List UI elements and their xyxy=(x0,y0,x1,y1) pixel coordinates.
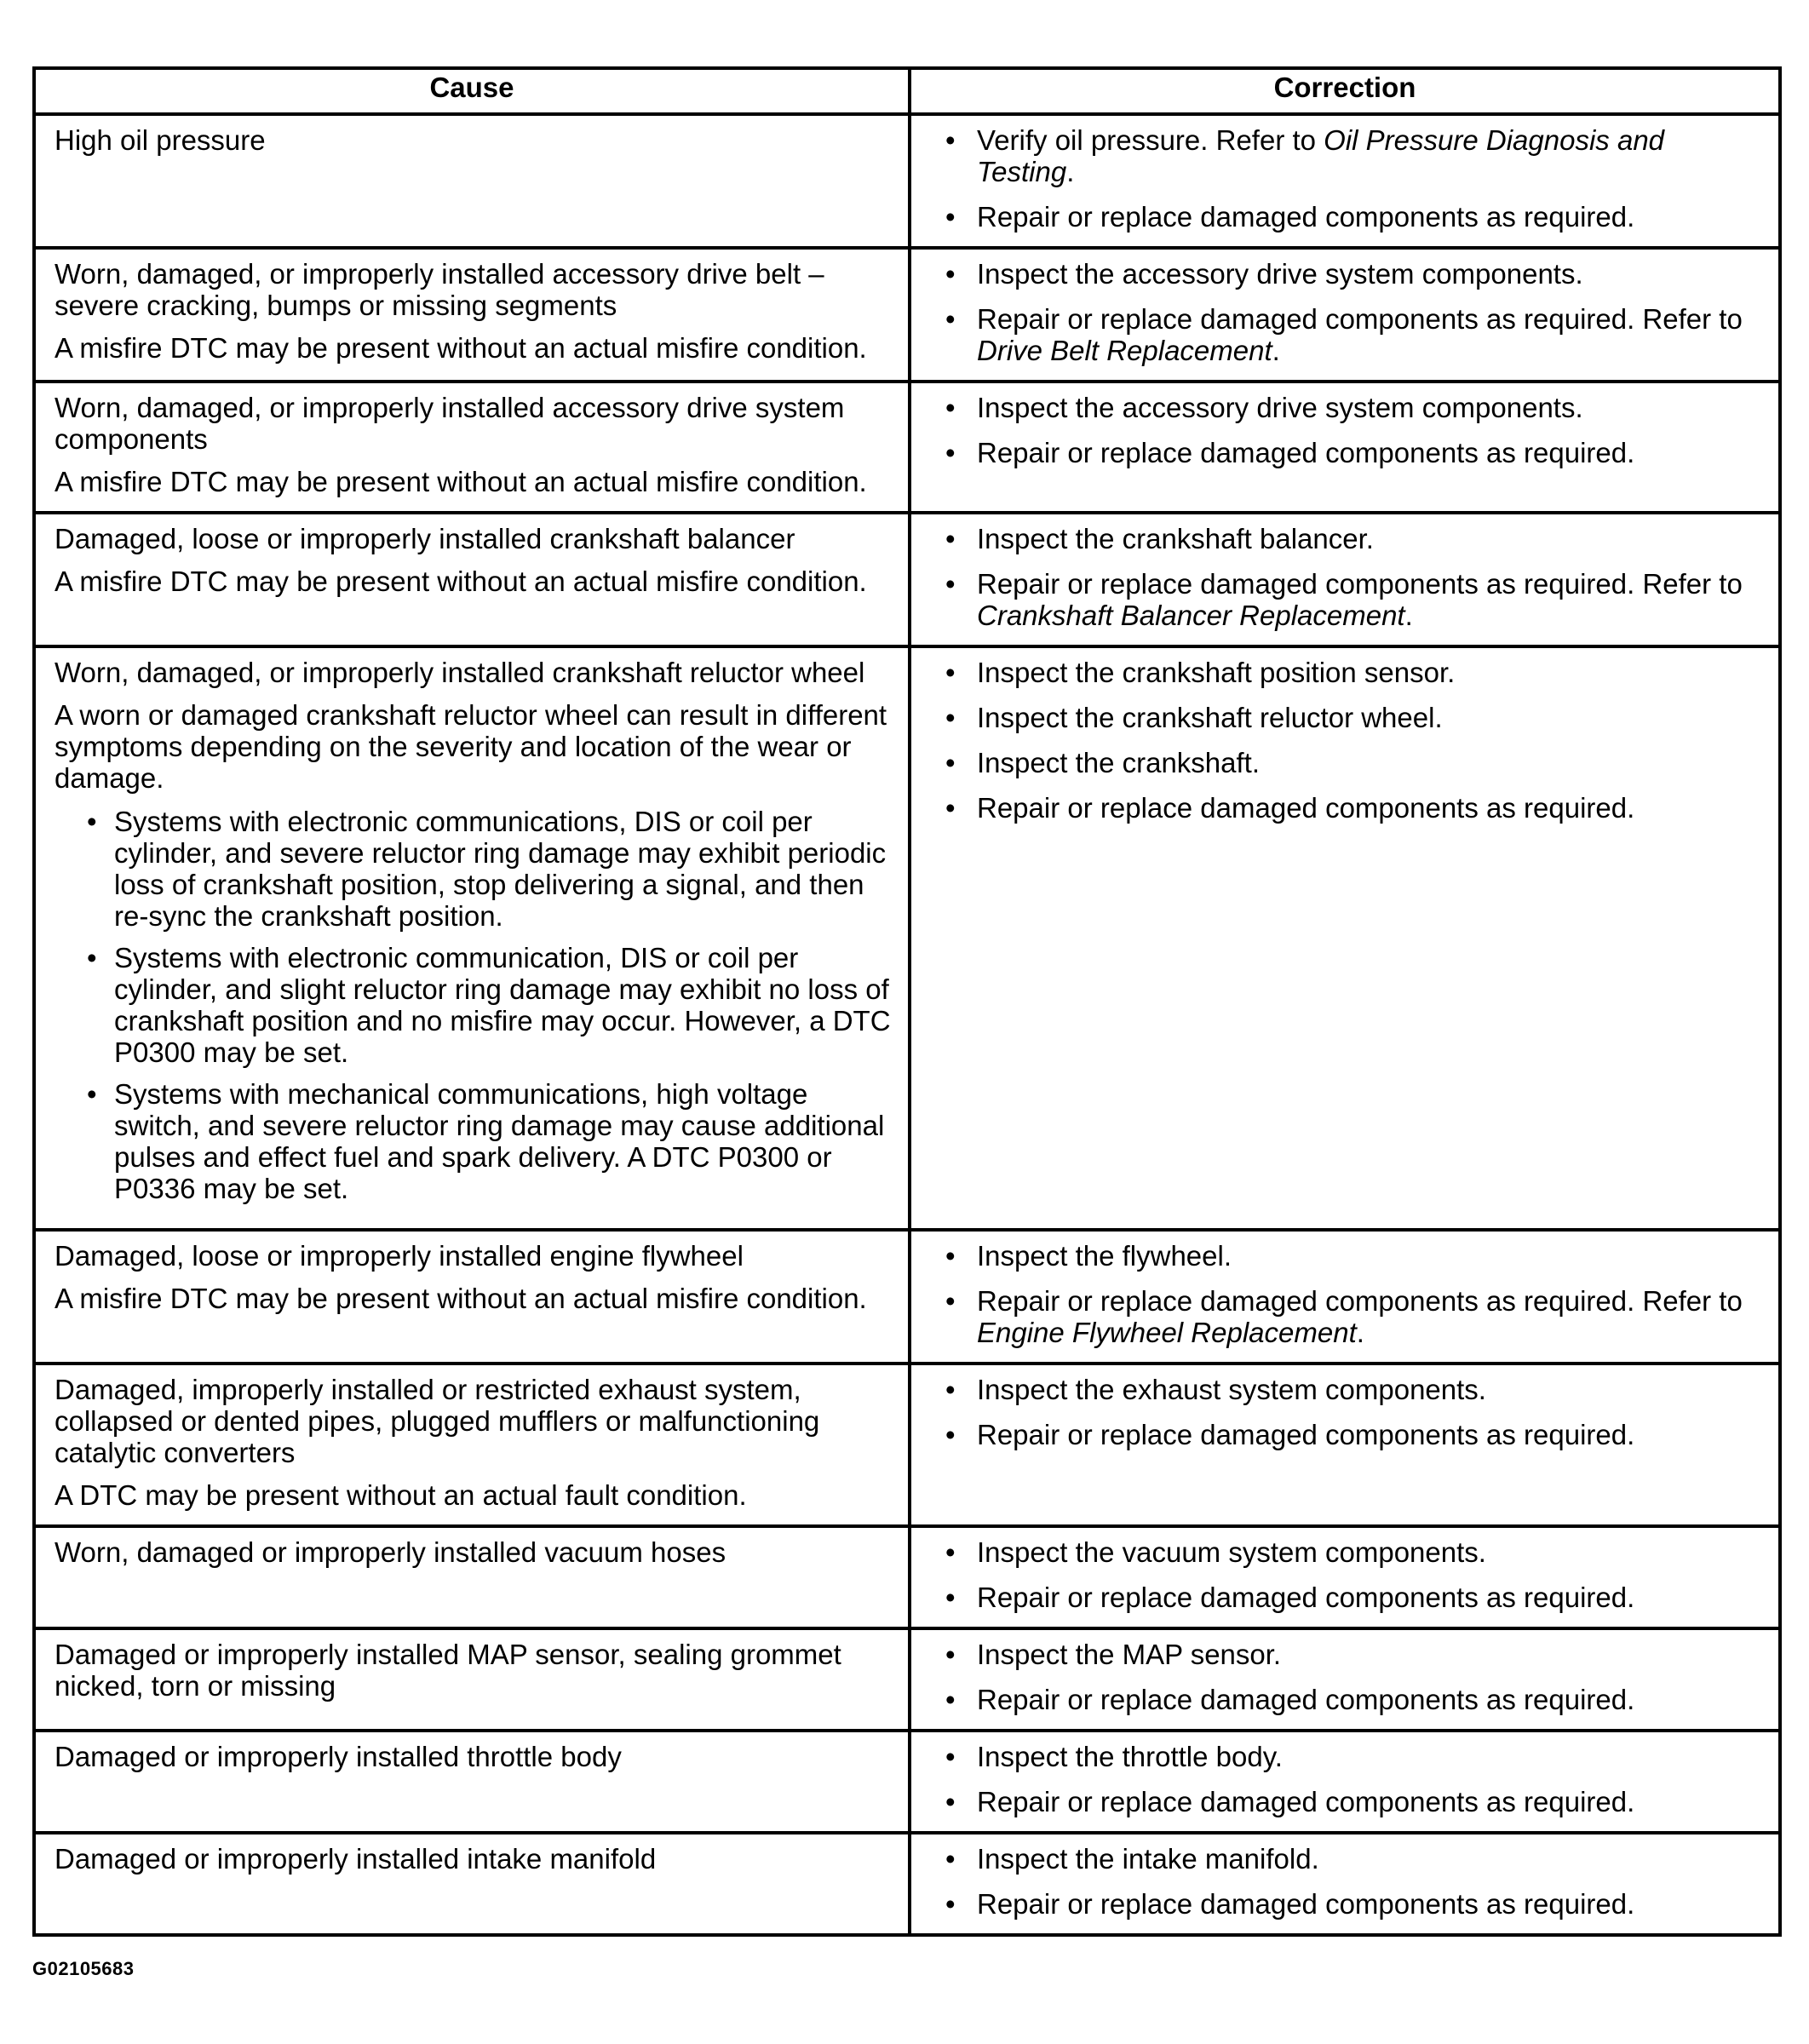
cause-bullet-list xyxy=(55,806,898,1204)
procedure-reference: Crankshaft Balancer Replacement xyxy=(977,600,1405,631)
correction-cell xyxy=(910,248,1780,382)
table-row xyxy=(34,513,1780,646)
correction-text: Repair or replace damaged components as required. xyxy=(977,1684,1635,1715)
correction-item xyxy=(945,523,1760,554)
cause-cell xyxy=(34,1628,910,1731)
cause-header: Cause xyxy=(34,68,910,114)
correction-cell xyxy=(910,1731,1780,1833)
figure-id: G02105683 xyxy=(32,1958,135,1979)
correction-item xyxy=(945,124,1760,187)
correction-tail: . xyxy=(1066,156,1075,187)
correction-item xyxy=(945,201,1760,233)
correction-text: Repair or replace damaged components as required. Refer to xyxy=(977,1285,1743,1317)
cause-cell xyxy=(34,114,910,248)
correction-text: Repair or replace damaged components as required. xyxy=(977,201,1635,233)
correction-item xyxy=(945,1888,1760,1920)
cause-text: Worn, damaged or improperly installed vacuum hoses xyxy=(55,1536,726,1568)
cause-text: Worn, damaged, or improperly installed accessory drive system components xyxy=(55,392,845,455)
correction-cell xyxy=(910,1230,1780,1364)
table-row xyxy=(34,1833,1780,1935)
table-row xyxy=(34,1731,1780,1833)
correction-text: Inspect the accessory drive system components. xyxy=(977,392,1583,423)
correction-item xyxy=(945,657,1760,688)
correction-text: Inspect the crankshaft. xyxy=(977,747,1261,778)
correction-list xyxy=(945,1374,1760,1450)
table-body xyxy=(34,114,1780,1935)
correction-header: Correction xyxy=(910,68,1780,114)
diagnostic-table xyxy=(32,66,1782,1937)
correction-text: Repair or replace damaged components as required. xyxy=(977,1582,1635,1613)
correction-item xyxy=(945,437,1760,468)
correction-item xyxy=(945,1684,1760,1715)
correction-text: Repair or replace damaged components as required. xyxy=(977,1888,1635,1920)
correction-cell xyxy=(910,1833,1780,1935)
correction-list xyxy=(945,657,1760,824)
cause-text: Damaged, loose or improperly installed crankshaft balancer xyxy=(55,523,795,554)
correction-list xyxy=(945,1843,1760,1920)
correction-item xyxy=(945,1419,1760,1450)
correction-text: Inspect the vacuum system components. xyxy=(977,1536,1486,1568)
correction-item xyxy=(945,1843,1760,1875)
cause-cell xyxy=(34,1833,910,1935)
correction-text: Inspect the crankshaft reluctor wheel. xyxy=(977,702,1443,733)
correction-text: Repair or replace damaged components as required. Refer to xyxy=(977,303,1743,335)
correction-text: Inspect the exhaust system components. xyxy=(977,1374,1486,1405)
cause-text: High oil pressure xyxy=(55,124,266,156)
correction-item xyxy=(945,747,1760,778)
cause-cell xyxy=(34,1230,910,1364)
correction-text: Inspect the crankshaft position sensor. xyxy=(977,657,1456,688)
cause-cell xyxy=(34,646,910,1230)
cause-bullet: • Systems with electronic communication, DIS or coil per cylinder, and slight reluctor ring damage may exhibit no loss of crankshaft position and no misfire may occur. However, a DTC P0300 may be set. xyxy=(87,942,898,1068)
cause-text: Worn, damaged, or improperly installed crankshaft reluctor wheel xyxy=(55,657,865,688)
cause-cell xyxy=(34,382,910,513)
correction-cell xyxy=(910,382,1780,513)
correction-tail: . xyxy=(1404,600,1413,631)
cause-text: Damaged, improperly installed or restricted exhaust system, collapsed or dented pipes, plugged mufflers or malfunctioning catalytic converters xyxy=(55,1374,820,1468)
procedure-reference: Engine Flywheel Replacement xyxy=(977,1317,1357,1348)
correction-text: Inspect the accessory drive system components. xyxy=(977,258,1583,290)
header-row xyxy=(34,68,1780,114)
cause-cell xyxy=(34,1364,910,1526)
cause-bullet: • Systems with mechanical communications, high voltage switch, and severe reluctor ring damage may cause additional pulses and effect fuel and spark delivery. A DTC P0300 or P0336 may be set. xyxy=(87,1078,898,1204)
correction-cell xyxy=(910,1364,1780,1526)
correction-list xyxy=(945,1536,1760,1613)
table-row xyxy=(34,646,1780,1230)
correction-cell xyxy=(910,114,1780,248)
table-row xyxy=(34,248,1780,382)
correction-list xyxy=(945,1240,1760,1348)
cause-text: Damaged, loose or improperly installed engine flywheel xyxy=(55,1240,744,1272)
procedure-reference: Drive Belt Replacement xyxy=(977,335,1272,366)
correction-list xyxy=(945,258,1760,366)
correction-item xyxy=(945,1741,1760,1772)
correction-text: Repair or replace damaged components as required. Refer to xyxy=(977,568,1743,600)
correction-item xyxy=(945,1786,1760,1817)
procedure-reference: Oil Pressure Diagnosis and Testing xyxy=(977,124,1665,187)
correction-item xyxy=(945,392,1760,423)
table-row xyxy=(34,1628,1780,1731)
cause-bullet: • Systems with electronic communications, DIS or coil per cylinder, and severe reluctor ring damage may exhibit periodic loss of crankshaft position, stop delivering a signal, and then re-sync the crankshaft position. xyxy=(87,806,898,932)
correction-item xyxy=(945,1536,1760,1568)
cause-cell xyxy=(34,1731,910,1833)
correction-text: Repair or replace damaged components as required. xyxy=(977,1419,1635,1450)
correction-tail: . xyxy=(1356,1317,1364,1348)
table-row xyxy=(34,382,1780,513)
table-row xyxy=(34,114,1780,248)
correction-text: Inspect the crankshaft balancer. xyxy=(977,523,1374,554)
correction-text: Repair or replace damaged components as required. xyxy=(977,437,1635,468)
correction-cell xyxy=(910,646,1780,1230)
cause-note: A misfire DTC may be present without an actual misfire condition. xyxy=(55,466,867,497)
cause-cell xyxy=(34,1526,910,1628)
table-row xyxy=(34,1230,1780,1364)
correction-item xyxy=(945,1374,1760,1405)
cause-note: A misfire DTC may be present without an actual misfire condition. xyxy=(55,566,867,597)
correction-list xyxy=(945,124,1760,233)
correction-list xyxy=(945,523,1760,631)
correction-item xyxy=(945,1582,1760,1613)
correction-item xyxy=(945,568,1760,631)
cause-note: A worn or damaged crankshaft reluctor wheel can result in different symptoms depending on the severity and location of the wear or damage. xyxy=(55,699,887,794)
table-row xyxy=(34,1364,1780,1526)
cause-note: A misfire DTC may be present without an actual misfire condition. xyxy=(55,1283,867,1314)
cause-note: A misfire DTC may be present without an actual misfire condition. xyxy=(55,332,867,364)
correction-text: Inspect the throttle body. xyxy=(977,1741,1283,1772)
correction-text: Inspect the flywheel. xyxy=(977,1240,1232,1272)
correction-text: Inspect the intake manifold. xyxy=(977,1843,1319,1875)
cause-cell xyxy=(34,513,910,646)
table-row xyxy=(34,1526,1780,1628)
cause-text: Worn, damaged, or improperly installed accessory drive belt – severe cracking, bumps or missing segments xyxy=(55,258,824,321)
correction-cell xyxy=(910,1628,1780,1731)
cause-note: A DTC may be present without an actual fault condition. xyxy=(55,1479,747,1511)
cause-text: Damaged or improperly installed throttle body xyxy=(55,1741,622,1772)
correction-list xyxy=(945,392,1760,468)
correction-text: Repair or replace damaged components as required. xyxy=(977,792,1635,824)
cause-text: Damaged or improperly installed MAP sensor, sealing grommet nicked, torn or missing xyxy=(55,1639,841,1702)
correction-item xyxy=(945,792,1760,824)
cause-cell xyxy=(34,248,910,382)
correction-item xyxy=(945,303,1760,366)
correction-cell xyxy=(910,513,1780,646)
correction-list xyxy=(945,1741,1760,1817)
correction-cell xyxy=(910,1526,1780,1628)
correction-tail: . xyxy=(1272,335,1280,366)
correction-text: Inspect the MAP sensor. xyxy=(977,1639,1282,1670)
correction-list xyxy=(945,1639,1760,1715)
correction-item xyxy=(945,258,1760,290)
correction-text: Verify oil pressure. Refer to xyxy=(977,124,1324,156)
correction-item xyxy=(945,1285,1760,1348)
cause-text: Damaged or improperly installed intake manifold xyxy=(55,1843,657,1875)
correction-text: Repair or replace damaged components as required. xyxy=(977,1786,1635,1817)
correction-item xyxy=(945,702,1760,733)
correction-item xyxy=(945,1240,1760,1272)
correction-item xyxy=(945,1639,1760,1670)
